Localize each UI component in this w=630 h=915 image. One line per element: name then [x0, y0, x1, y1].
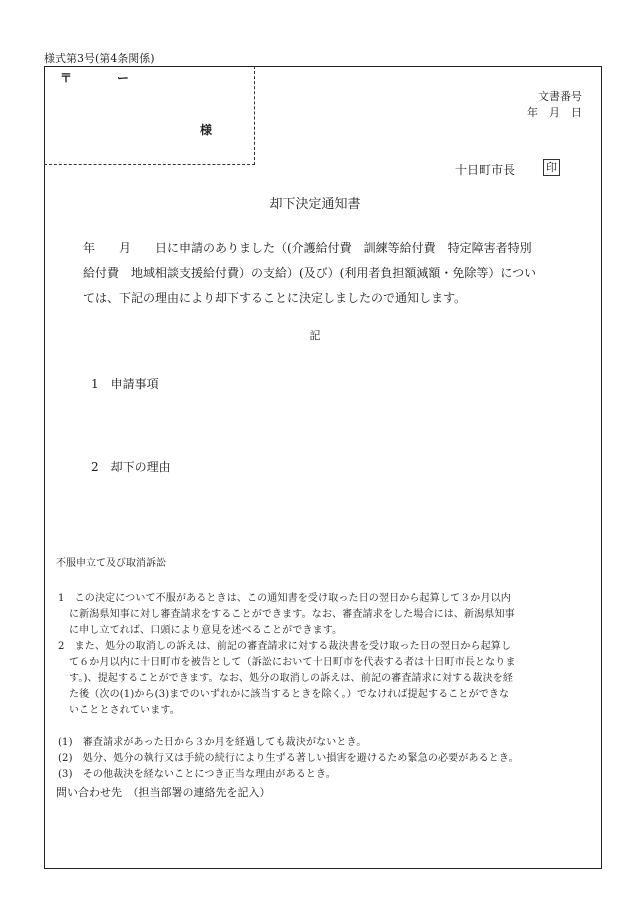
appeal-text-line: て６か月以内に十日町市を被告として（訴訟において十日町市を代表する者は十日町市長となりま — [69, 657, 516, 668]
addressee-suffix: 様 — [200, 123, 213, 137]
seal-stamp: 印 — [543, 159, 560, 176]
appeal-heading: 不服申立て及び取消訴訟 — [56, 558, 166, 569]
notice-body-line: ては、下記の理由により却下することに決定しましたので通知します。 — [83, 291, 467, 305]
appeal-text-line: に新潟県知事に対し審査請求をすることができます。なお、審査請求をした場合には、新潟県知事 — [69, 609, 515, 620]
rejection-reason-label: 2 却下の理由 — [91, 460, 171, 474]
postal-dash: ー — [117, 71, 130, 85]
document-number-label: 文書番号 — [538, 90, 582, 103]
application-item-label: 1 申請事項 — [91, 377, 159, 391]
date-label: 年 月 日 — [527, 106, 582, 119]
contact-line: 問い合わせ先 （担当部署の連絡先を記入） — [56, 786, 271, 799]
appeal-text-line: 2 また、処分の取消しの訴えは、前記の審査請求に対する裁決書を受け取った日の翌日から起算し — [58, 641, 512, 652]
issuer-name: 十日町市長 — [455, 163, 516, 177]
appeal-condition-line: (3) その他裁決を経ないことにつき正当な理由があるとき。 — [58, 769, 336, 780]
ki-heading: 記 — [309, 329, 321, 342]
document-title: 却下決定通知書 — [269, 197, 361, 212]
appeal-condition-line: (1) 審査請求があった日から３か月を経過しても裁決がないとき。 — [58, 737, 367, 748]
appeal-text-line: に申し立てれば、口頭により意見を述べることができます。 — [69, 625, 343, 636]
notice-body-line: 年 月 日に申請のありました（(介護給付費 訓練等給付費 特定障害者特別 — [83, 241, 532, 255]
address-box — [44, 66, 255, 165]
appeal-text-line: いこととされています。 — [69, 705, 180, 716]
appeal-condition-line: (2) 処分、処分の執行又は手続の続行により生ずる著しい損害を避けるため緊急の必要があるとき。 — [58, 753, 519, 764]
form-number: 様式第3号(第4条関係) — [44, 52, 155, 65]
appeal-text-line: す。)、提起することができます。なお、処分の取消しの訴えは、前記の審査請求に対する裁決を経 — [69, 673, 514, 684]
appeal-text-line: 1 この決定について不服があるときは、この通知書を受け取った日の翌日から起算して３か月以内 — [58, 593, 511, 604]
notice-body-line: 給付費 地域相談支援給付費）の支給）(及び）(利用者負担額減額・免除等）につい — [83, 266, 537, 280]
postal-mark: 〒 — [60, 71, 73, 85]
appeal-text-line: た後（次の(1)から(3)までのいずれかに該当するときを除く。）でなければ提起することができな — [69, 689, 510, 700]
